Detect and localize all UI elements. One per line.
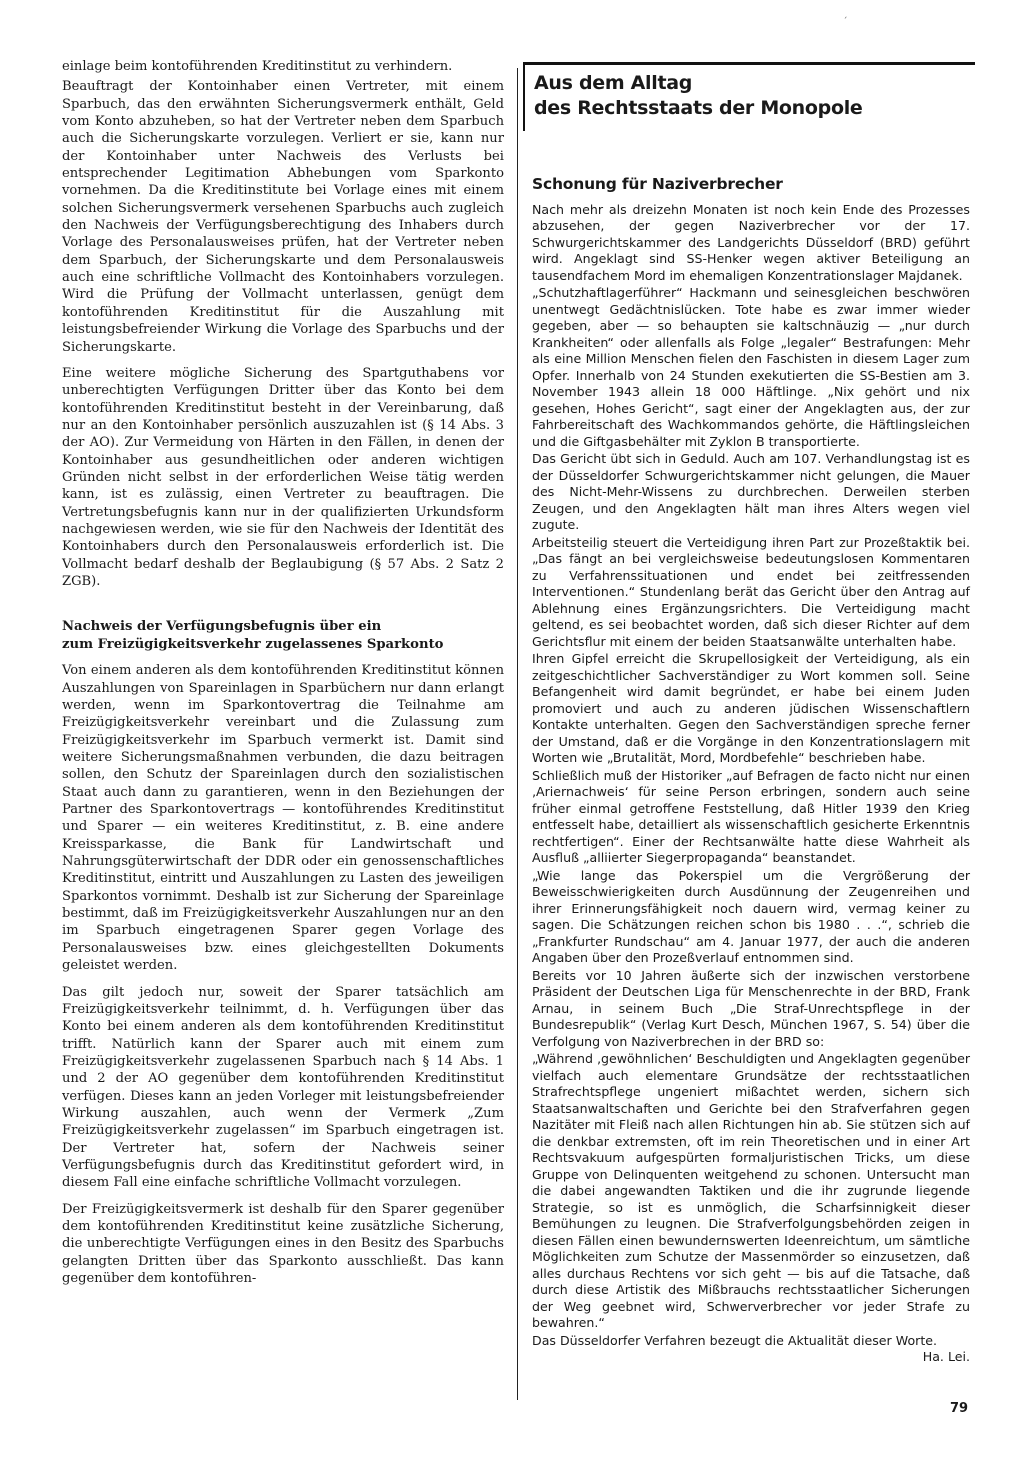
paragraph: Der Freizügigkeitsvermerk ist deshalb für den Sparer gegenüber dem kontoführenden Kreditinstitut keine zusätzliche Sicherung, die unberechtigte Verfügungen eines in den Besitz des Sparbuchs gelangten Dritten über das Sparkonto ausschließt. Das kann gegenüber dem kontoführen- — [62, 1201, 504, 1286]
paragraph: Das gilt jedoch nur, soweit der Sparer tatsächlich am Freizügigkeitsverkehr teilnimmt, d. h. Verfügungen über das Konto bei einem anderen als dem kontoführenden Kreditinstitut trifft. Natürlich kann der Sparer auch mit einem zum Freizügigkeitsverkehr zugelassenen Sparbuch nach § 14 Abs. 1 und 2 der AO gegenüber dem kontoführenden Kreditinstitut verfügen. Dieses kann an jeden Vorleger mit leistungsbefreiender Wirkung auszahlen, auch wenn der Vermerk „Zum Freizügigkeitsverkehr zugelassen“ im Sparbuch eingetragen ist. Der Vertreter hat, sofern der Nachweis seiner Verfügungsbefugnis durch das Kreditinstitut gefordert wird, in diesem Fall eine einfache schriftliche Vollmacht vorzulegen. — [62, 984, 504, 1191]
paragraph: Ihren Gipfel erreicht die Skrupellosigkeit der Verteidigung, als ein zeitgeschichtlicher Sachverständiger zu Wort kommen soll. Seine Befangenheit wird damit begründet, er habe bei einem Juden promoviert und auch zu anderen jüdischen Wissenschaftlern Kontakte unterhalten. Gegen den Sachverständigen spreche ferner der Umstand, daß er die Vorgänge in den Konzentrationslagern mit Worten wie „Brutalität, Mord, Mordbefehle“ beschrieben habe. — [532, 651, 970, 765]
section-header-box — [523, 62, 975, 131]
section-title — [534, 71, 863, 121]
left-column — [62, 58, 504, 1296]
article-title: Schonung für Naziverbrecher — [532, 175, 783, 193]
paragraph: Das Gericht übt sich in Geduld. Auch am 107. Verhandlungstag ist es der Düsseldorfer Schwurgerichtskammer nicht gelungen, die Mauer des Nicht-Mehr-Wissens zu durchbrechen. Derweilen sterben Zeugen, und den Angeklagten hält man ihres Alters wegen viel zugute. — [532, 451, 970, 532]
section-title-line: Aus dem Alltag — [534, 72, 693, 94]
page-number: 79 — [950, 1401, 969, 1416]
section-title-line: des Rechtsstaats der Monopole — [534, 97, 863, 119]
corner-mark: ˊ — [843, 17, 848, 27]
paragraph: Eine weitere mögliche Sicherung des Spartguthabens vor unberechtigten Verfügungen Dritter über das Konto bei dem kontoführenden Kreditinstitut besteht in der Vereinbarung, daß nur an den Kontoinhaber persönlich auszuzahlen ist (§ 14 Abs. 3 der AO). Zur Vermeidung von Härten in den Fällen, in denen der Kontoinhaber aus gesundheitlichen oder anderen wichtigen Gründen nicht selbst in der erforderlichen Weise tätig werden kann, ist es zulässig, einen Vertreter zu beauftragen. Die Vertretungsbefugnis kann nur in der qualifizierten Urkundsform nachgewiesen werden, wie sie für den Nachweis der Identität des Kontoinhabers durch den Personalausweis erforderlich ist. Die Vollmacht bedarf deshalb der Beglaubigung (§ 57 Abs. 2 Satz 2 ZGB). — [62, 365, 504, 589]
paragraph: „Wie lange das Pokerspiel um die Vergrößerung der Beweisschwierigkeiten durch Ausdünnung der Zeugenreihen und ihrer Erinnerungsfähigkeit noch dauern wird, vermag keiner zu sagen. Die Schätzungen reichen schon bis 1980 . . .“, schrieb die „Frankfurter Rundschau“ am 4. Januar 1977, der auch die anderen Angaben über den Prozeßverlauf entnommen sind. — [532, 867, 970, 965]
paragraph: Bereits vor 10 Jahren äußerte sich der inzwischen verstorbene Präsident der Deutschen Liga für Menschenrechte in der BRD, Frank Arnau, in seinem Buch „Die Straf-Unrechtspflege in der Bundesrepublik“ (Verlag Kurt Desch, München 1967, S. 54) über die Verfolgung von Naziverbrechen in der BRD so: — [532, 967, 970, 1049]
closing-text: Das Düsseldorfer Verfahren bezeugt die Aktualität dieser Worte. — [532, 1332, 938, 1348]
column-divider — [517, 68, 518, 1400]
right-column — [532, 176, 970, 1366]
section-heading-line: zum Freizügigkeitsverkehr zugelassenes Sparkonto — [62, 637, 444, 653]
paragraph: einlage beim kontoführenden Kreditinstitut zu verhindern. — [62, 59, 453, 74]
section-heading — [62, 618, 504, 654]
closing-paragraph — [532, 1332, 970, 1364]
paragraph: Schließlich muß der Historiker „auf Befragen de facto nicht nur einen ‚Ariernachweis‘ für seine Person erbringen, sondern auch seine früher einmal getroffene Feststellung, daß Hitler 1939 den Krieg entfesselt habe, detailliert als wissenschaftlich gesicherte Erkenntnis rechtfertigen“. Einer der Rechtsanwälte hatte diese Wahrheit als Ausfluß „alliierter Siegerpropaganda“ beanstandet. — [532, 767, 970, 865]
paragraph: „Schutzhaftlagerführer“ Hackmann und seinesgleichen beschwören unentwegt Gedächtnislücken. Tote habe es zwar immer wieder gegeben, aber — so behaupten sie kaltschnäuzig — „nur durch Krankheiten“ oder allenfalls als Folge „legaler“ Bestrafungen: Mehr als eine Million Menschen fielen den Faschisten in diesem Lager zum Opfer. Innerhalb von 24 Stunden exekutierten die SS-Bestien am 3. November 1943 allein 18 000 Häftlinge. „Nix gehört und nix gesehen, Hohes Gericht“, sagt einer der Angeklagten aus, der zur Fahrbereitschaft des Wachkommandos gehörte, die Häftlingsleichen und die Giftgasbehälter mit Zyklon B transportierte. — [532, 285, 970, 449]
paragraph: Von einem anderen als dem kontoführenden Kreditinstitut können Auszahlungen von Spareinlagen in Sparbüchern nur dann erlangt werden, wenn im Sparkontovertrag die Teilnahme am Freizügigkeitsverkehr vereinbart und die Zulassung zum Freizügigkeitsverkehr im Sparbuch vermerkt ist. Damit sind weitere Sicherungsmaßnahmen verbunden, die dazu beitragen sollen, den Schutz der Spareinlagen durch den sozialistischen Staat auch dann zu garantieren, wenn in den Beziehungen der Partner des Sparkontovertrags — kontoführendes Kreditinstitut und Sparer — ein weiteres Kreditinstitut, z. B. eine andere Kreissparkasse, die Bank für Landwirtschaft und Nahrungsgüterwirtschaft der DDR oder ein genossenschaftliches Kreditinstitut, eintritt und Auszahlungen zu Lasten des jeweiligen Sparkontos vornimmt. Deshalb ist zur Sicherung der Spareinlage bestimmt, daß im Freizügigkeitsverkehr Auszahlungen nur an den im Sparbuch eingetragenen Sparer gegen Vorlage des Personalausweises bzw. eines gleichgestellten Dokuments geleistet werden. — [62, 663, 504, 974]
author-signature: Ha. Lei. — [922, 1349, 970, 1364]
paragraph: Nach mehr als dreizehn Monaten ist noch kein Ende des Prozesses abzusehen, der gegen Naziverbrecher vor der 17. Schwurgerichtskammer des Landgerichts Düsseldorf (BRD) geführt wird. Angeklagt sind SS-Henker wegen aktiver Beteiligung an tausendfachem Mord im ehemaligen Konzentrationslager Majdanek. — [532, 201, 970, 283]
paragraph: Beauftragt der Kontoinhaber einen Vertreter, mit einem Sparbuch, das den erwähnten Sicherungsvermerk enthält, Geld vom Konto abzuheben, so hat der Vertreter neben dem Sparbuch auch die Sicherungskarte vorzulegen. Verliert er sie, kann nur der Kontoinhaber unter Nachweis des Verlusts bei entsprechender Legitimation Abhebungen vom Sparkonto vornehmen. Da die Kreditinstitute bei Vorlage eines mit einem solchen Sicherungsvermerk versehenen Sparbuchs auch zugleich den Nachweis der Verfügungsberechtigung des Inhabers durch Vorlage des Personalausweises prüfen, hat der Vertreter neben dem Sparbuch, der Sicherungskarte und dem Personalausweis auch eine schriftliche Vollmacht des Kontoinhabers vorzulegen. Wird die Prüfung der Vollmacht unterlassen, genügt dem kontoführenden Kreditinstitut für die Auszahlung mit leistungsbefreiender Wirkung die Vorlage des Sparbuchs und der Sicherungskarte. — [62, 79, 504, 355]
paragraph: „Während ‚gewöhnlichen‘ Beschuldigten und Angeklagten gegenüber vielfach auch elementare Grundsätze der rechtsstaatlichen Strafrechtspflege ungeniert mißachtet werden, sichern sich Staatsanwaltschaften und Gerichte bei den Strafverfahren gegen Nazitäter mit Fleiß nach allen Richtungen hin ab. Sie stützen sich auf die denkbar extremsten, oft im rein Theoretischen und in einer Art Rechtsvakuum aufgespürten formaljuristischen Tricks, um diese Gruppe von Delinquenten weitgehend zu schonen. Untersucht man die dabei angewandten Taktiken und die ihr zugrunde liegende Strategie, so ist es unmöglich, die Scharfsinnigkeit dieser Bemühungen zu leugnen. Die Strafverfolgungsbehörden zeigen in diesen Fällen einen bewundernswerten Ideenreichtum, um sämtliche Möglichkeiten zum Schutze der Massenmörder so einzusetzen, daß alles durchaus Rechtens vor sich geht — bis auf die Tatsache, daß durch diese Artistik des Mißbrauchs rechtsstaatlicher Sicherungen der Weg geebnet wird, Schwerverbrecher vor jeder Strafe zu bewahren.“ — [532, 1051, 970, 1330]
paragraph: Arbeitsteilig steuert die Verteidigung ihren Part zur Prozeßtaktik bei. „Das fängt an bei vergleichsweise bedeutungslosen Kommentaren zu Verfahrenssituationen und endet bei zeitfressenden Interventionen.“ Stundenlang berät das Gericht über den Antrag auf Ablehnung eines Ergänzungsrichters. Die Verteidigung macht geltend, es sei beobachtet worden, daß sich dieser Richter auf dem Gerichtsflur mit einem der beiden Staatsanwälte unterhalten habe. — [532, 534, 970, 649]
section-heading-line: Nachweis der Verfügungsbefugnis über ein — [62, 619, 382, 635]
